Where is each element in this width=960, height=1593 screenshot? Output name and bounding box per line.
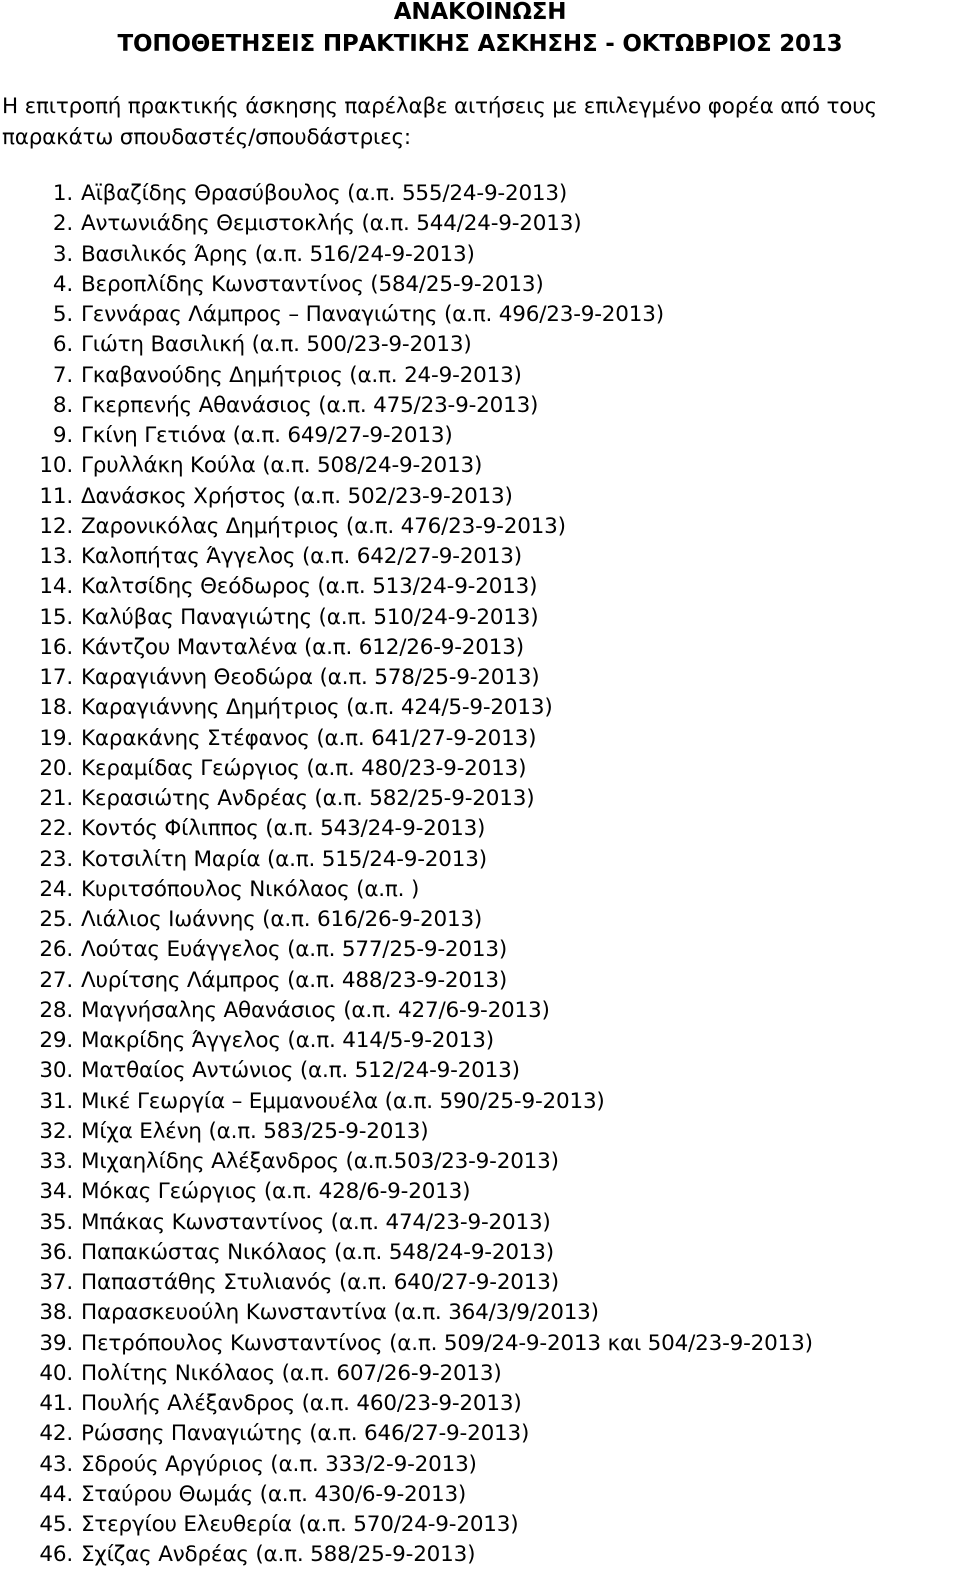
list-item-number: 18. — [39, 695, 73, 721]
list-item-text: Παρασκευούλη Κωνσταντίνα (α.π. 364/3/9/2013) — [81, 1300, 599, 1326]
list-item-number: 12. — [39, 513, 73, 539]
list-item-number: 8. — [52, 392, 73, 418]
list-item-text: Ζαρονικόλας Δημήτριος (α.π. 476/23-9-2013) — [81, 513, 566, 539]
list-item-text: Μίχα Ελένη (α.π. 583/25-9-2013) — [81, 1118, 429, 1144]
list-item-text: Σταύρου Θωμάς (α.π. 430/6-9-2013) — [81, 1481, 467, 1507]
list-item-number: 31. — [39, 1088, 73, 1114]
list-item-text: Γκίνη Γετιόνα (α.π. 649/27-9-2013) — [81, 423, 453, 448]
list-item-text: Σχίζας Ανδρέας (α.π. 588/25-9-2013) — [81, 1542, 476, 1568]
list-item-number: 7. — [52, 362, 73, 388]
list-item-number: 29. — [39, 1028, 73, 1053]
list-item-text: Γκερπενής Αθανάσιος (α.π. 475/23-9-2013) — [81, 392, 539, 418]
list-item-number: 27. — [39, 967, 73, 993]
list-item-number: 23. — [39, 846, 73, 872]
list-item-text: Πετρόπουλος Κωνσταντίνος (α.π. 509/24-9-2013 και 504/23-9-2013) — [81, 1330, 813, 1356]
list-item-number: 44. — [39, 1481, 73, 1507]
announcement-title: ΑΝΑΚΟΙΝΩΣΗ — [393, 0, 567, 25]
list-item-text: Μακρίδης Άγγελος (α.π. 414/5-9-2013) — [81, 1028, 494, 1053]
list-item-text: Καραγιάννης Δημήτριος (α.π. 424/5-9-2013) — [81, 695, 553, 721]
list-item-text: Μπάκας Κωνσταντίνος (α.π. 474/23-9-2013) — [81, 1209, 551, 1235]
list-item-number: 35. — [39, 1209, 73, 1235]
list-item-text: Γεννάρας Λάμπρος – Παναγιώτης (α.π. 496/23-9-2013) — [81, 302, 664, 327]
list-item-text: Λυρίτσης Λάμπρος (α.π. 488/23-9-2013) — [81, 967, 508, 993]
list-item-number: 41. — [39, 1391, 73, 1416]
list-item-number: 10. — [39, 453, 73, 479]
list-item-text: Μαγνήσαλης Αθανάσιος (α.π. 427/6-9-2013) — [81, 997, 550, 1023]
list-item-text: Γρυλλάκη Κούλα (α.π. 508/24-9-2013) — [81, 453, 483, 479]
list-item-number: 2. — [52, 211, 73, 237]
list-item-number: 19. — [39, 725, 73, 751]
list-item-number: 21. — [39, 786, 73, 811]
list-item-text: Αϊβαζίδης Θρασύβουλος (α.π. 555/24-9-2013) — [81, 181, 568, 206]
list-item-number: 38. — [39, 1300, 73, 1326]
list-item-text: Κοτσιλίτη Μαρία (α.π. 515/24-9-2013) — [81, 846, 487, 872]
list-item-number: 40. — [39, 1360, 73, 1386]
intro-paragraph: Η επιτροπή πρακτικής άσκησης παρέλαβε αιτήσεις με επιλεγμένο φορέα από τους παρακάτω σπουδαστές/σπουδάστριες: — [2, 94, 877, 150]
list-item-number: 17. — [39, 665, 73, 690]
list-item-text: Κερασιώτης Ανδρέας (α.π. 582/25-9-2013) — [81, 786, 535, 811]
list-item-number: 3. — [52, 241, 73, 267]
list-item-text: Καραγιάννη Θεοδώρα (α.π. 578/25-9-2013) — [81, 665, 540, 690]
list-item-text: Μιχαηλίδης Αλέξανδρος (α.π.503/23-9-2013) — [81, 1149, 559, 1174]
list-item-number: 22. — [39, 816, 73, 842]
list-item-number: 13. — [39, 544, 73, 569]
announcement-subtitle: ΤΟΠΟΘΕΤΗΣΕΙΣ ΠΡΑΚΤΙΚΗΣ ΑΣΚΗΣΗΣ - ΟΚΤΩΒΡΙΟΣ 2013 — [117, 31, 843, 57]
list-item-number: 28. — [39, 997, 73, 1023]
list-item-number: 6. — [52, 332, 73, 358]
list-item-text: Γκαβανούδης Δημήτριος (α.π. 24-9-2013) — [81, 362, 522, 388]
list-item-number: 1. — [52, 181, 73, 206]
list-item-number: 14. — [39, 574, 73, 600]
list-item-number: 37. — [39, 1270, 73, 1295]
list-item-number: 25. — [39, 907, 73, 932]
list-item-number: 16. — [39, 634, 73, 660]
list-item-number: 39. — [39, 1330, 73, 1356]
list-item-number: 26. — [39, 937, 73, 963]
list-item-text: Λιάλιος Ιωάννης (α.π. 616/26-9-2013) — [81, 907, 483, 932]
list-item-text: Αντωνιάδης Θεμιστοκλής (α.π. 544/24-9-2013) — [81, 211, 582, 237]
list-item-number: 9. — [52, 423, 73, 448]
list-item-text: Μόκας Γεώργιος (α.π. 428/6-9-2013) — [81, 1179, 471, 1205]
list-item-number: 4. — [52, 271, 73, 297]
list-item-text: Γιώτη Βασιλική (α.π. 500/23-9-2013) — [81, 332, 472, 358]
list-item-text: Δανάσκος Χρήστος (α.π. 502/23-9-2013) — [81, 483, 513, 509]
list-item-text: Καλοπήτας Άγγελος (α.π. 642/27-9-2013) — [81, 544, 522, 569]
list-item-text: Κυριτσόπουλος Νικόλαος (α.π. ) — [81, 876, 420, 902]
list-item-text: Παπαστάθης Στυλιανός (α.π. 640/27-9-2013) — [81, 1270, 559, 1295]
list-item-text: Ματθαίος Αντώνιος (α.π. 512/24-9-2013) — [81, 1058, 520, 1084]
list-item-number: 5. — [52, 302, 73, 327]
list-item-number: 32. — [39, 1118, 73, 1144]
list-item-number: 42. — [39, 1421, 73, 1447]
list-item-number: 43. — [39, 1451, 73, 1477]
list-item-text: Ρώσσης Παναγιώτης (α.π. 646/27-9-2013) — [81, 1421, 530, 1447]
list-item-number: 36. — [39, 1239, 73, 1265]
list-item-text: Καλτσίδης Θεόδωρος (α.π. 513/24-9-2013) — [81, 574, 538, 600]
list-item-number: 33. — [39, 1149, 73, 1174]
list-item-text: Παπακώστας Νικόλαος (α.π. 548/24-9-2013) — [81, 1239, 554, 1265]
list-item-text: Καλύβας Παναγιώτης (α.π. 510/24-9-2013) — [81, 604, 539, 630]
list-item-text: Κάντζου Μανταλένα (α.π. 612/26-9-2013) — [81, 634, 524, 660]
list-item-text: Στεργίου Ελευθερία (α.π. 570/24-9-2013) — [81, 1512, 519, 1537]
list-item-text: Κοντός Φίλιππος (α.π. 543/24-9-2013) — [81, 816, 486, 842]
list-item-text: Σδρούς Αργύριος (α.π. 333/2-9-2013) — [81, 1451, 477, 1477]
list-item-number: 34. — [39, 1179, 73, 1205]
list-item-number: 20. — [39, 755, 73, 781]
list-item-number: 46. — [39, 1542, 73, 1568]
list-item-text: Βεροπλίδης Κωνσταντίνος (584/25-9-2013) — [81, 271, 544, 297]
list-item-number: 11. — [39, 483, 73, 509]
list-item-number: 45. — [39, 1512, 73, 1537]
list-item-number: 24. — [39, 876, 73, 902]
list-item-text: Πουλής Αλέξανδρος (α.π. 460/23-9-2013) — [81, 1391, 522, 1416]
list-item-text: Μικέ Γεωργία – Εμμανουέλα (α.π. 590/25-9-2013) — [81, 1088, 605, 1114]
list-item-text: Κεραμίδας Γεώργιος (α.π. 480/23-9-2013) — [81, 755, 527, 781]
list-item-text: Βασιλικός Άρης (α.π. 516/24-9-2013) — [81, 241, 475, 267]
list-item-text: Καρακάνης Στέφανος (α.π. 641/27-9-2013) — [81, 725, 537, 751]
list-item-text: Λούτας Ευάγγελος (α.π. 577/25-9-2013) — [81, 937, 508, 963]
list-item-number: 30. — [39, 1058, 73, 1084]
list-item-text: Πολίτης Νικόλαος (α.π. 607/26-9-2013) — [81, 1360, 502, 1386]
list-item-number: 15. — [39, 604, 73, 630]
